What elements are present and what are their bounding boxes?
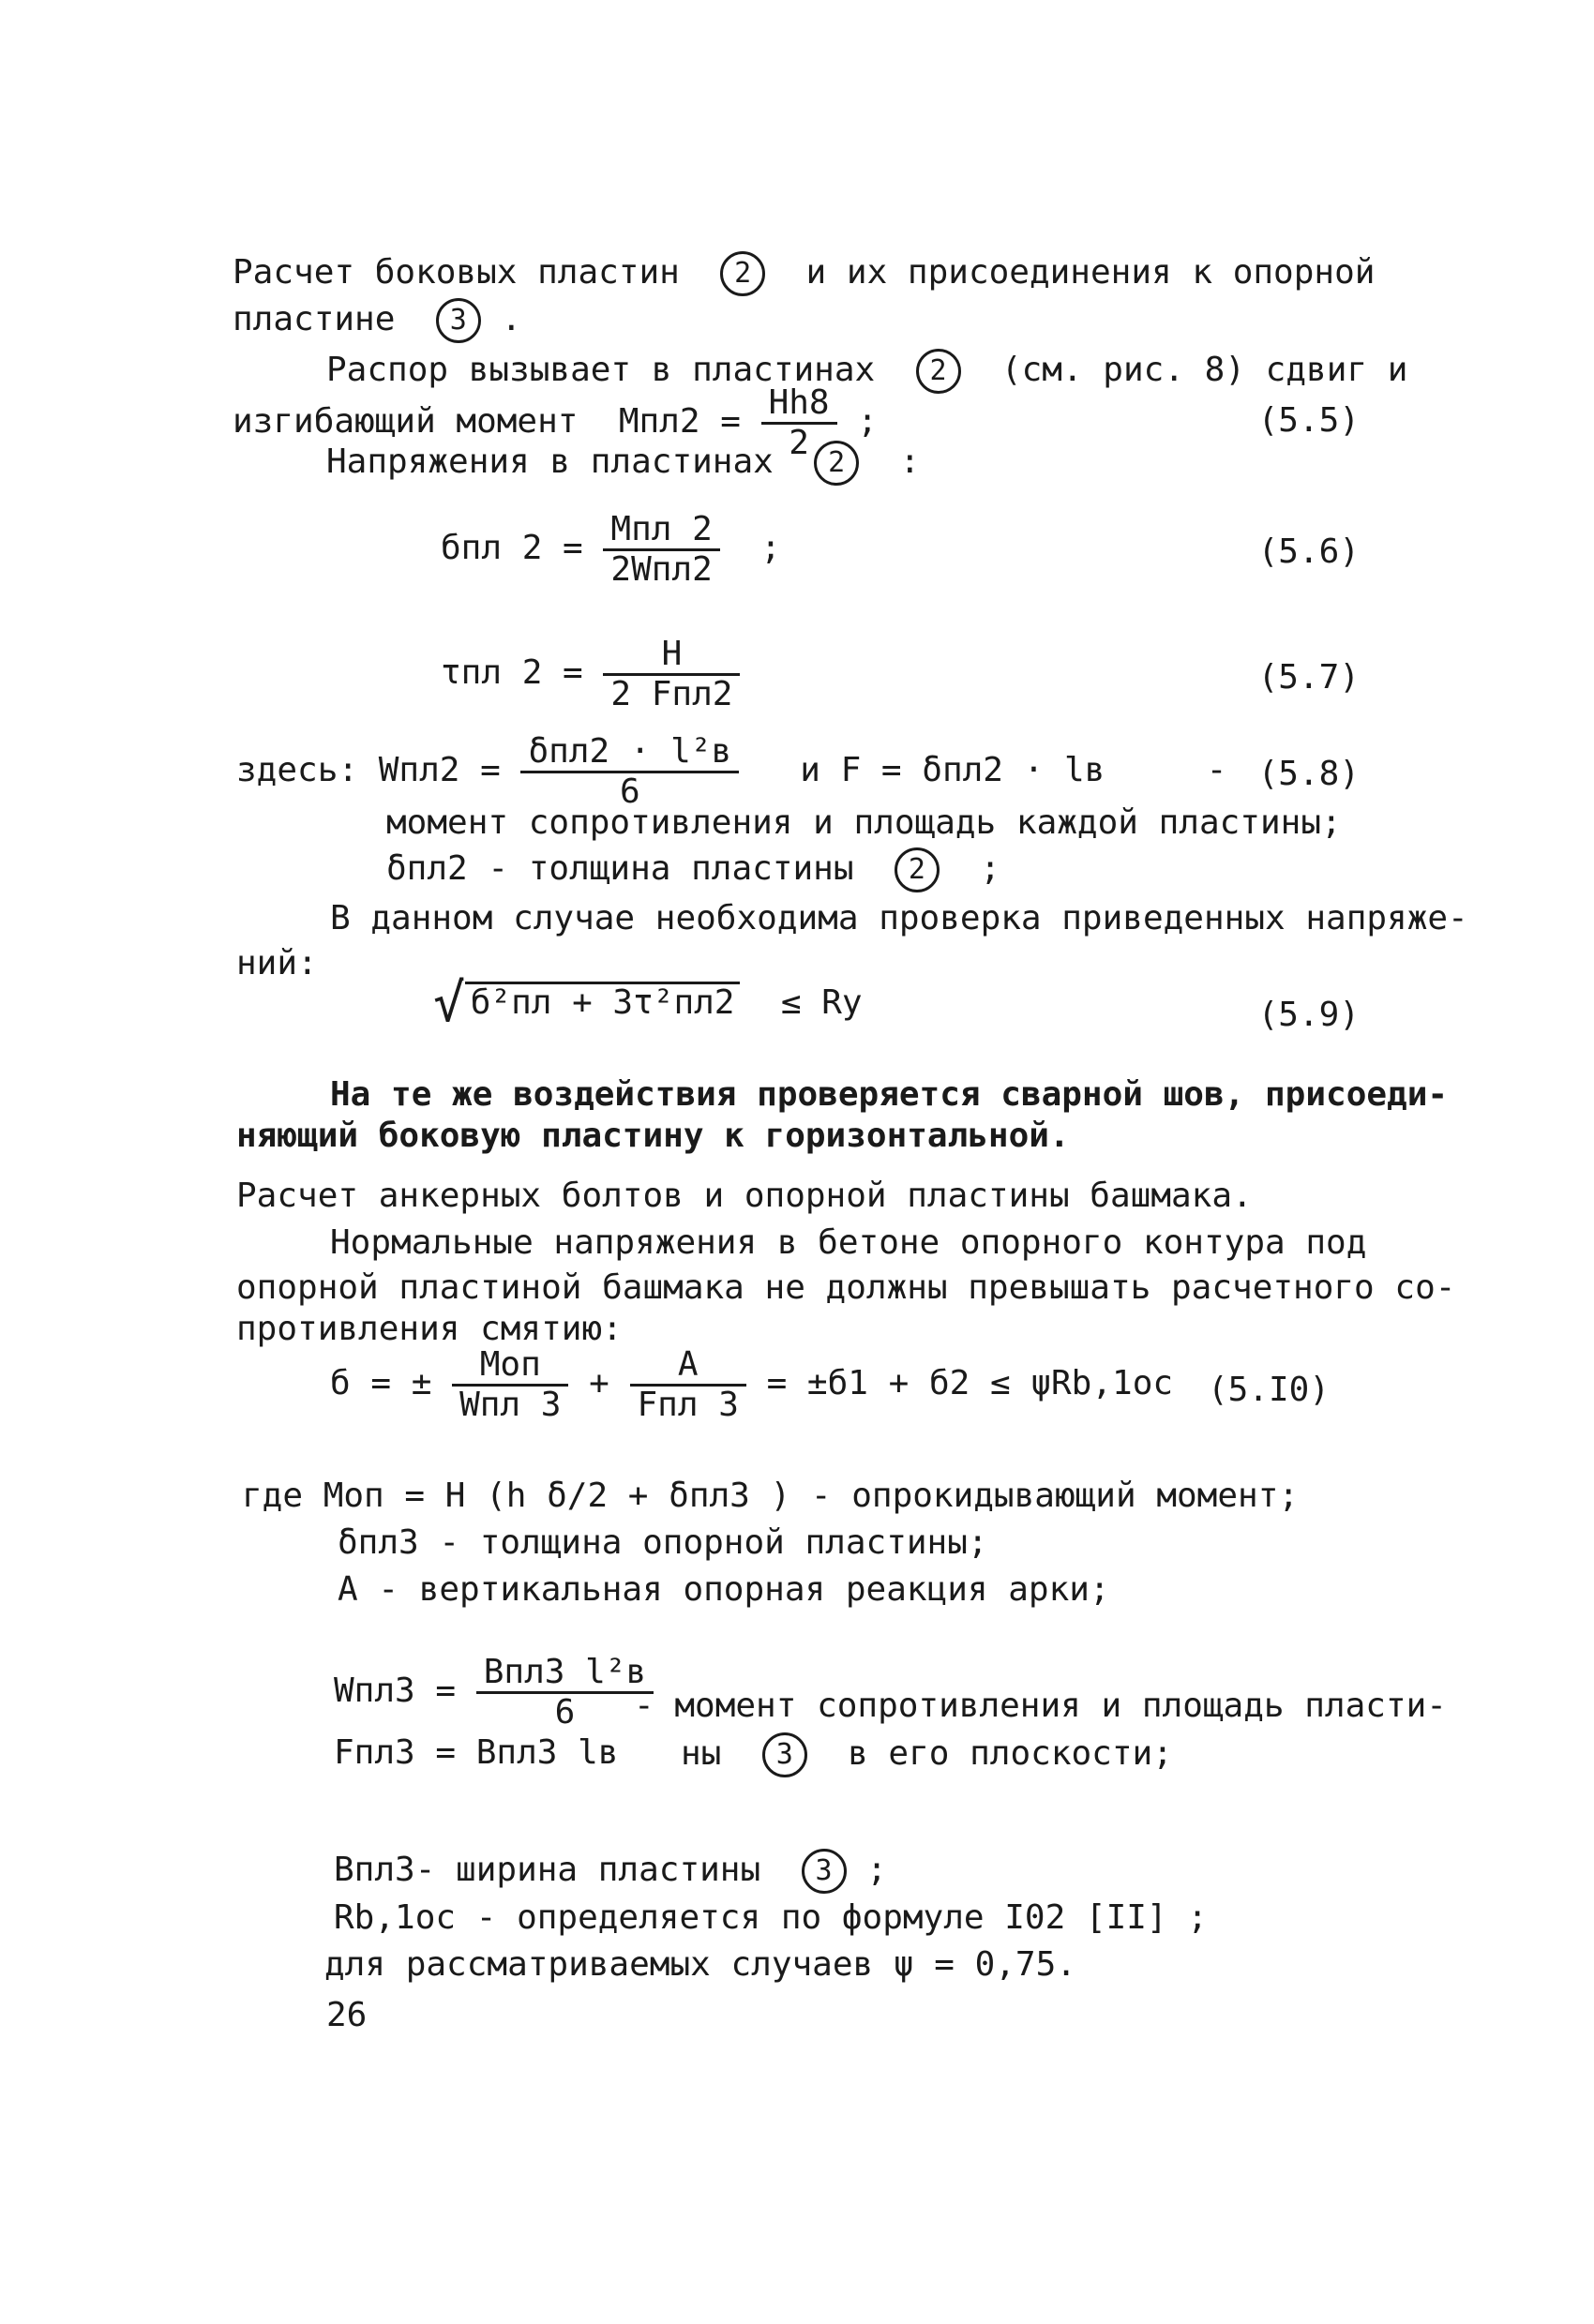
eq-number-5-10: (5.I0) [1207,1371,1330,1409]
paragraph-line: На те же воздействия проверяется сварной шов, присоеди- [330,1075,1449,1114]
paragraph-line: - момент сопротивления и площадь пласти- [634,1687,1447,1725]
paragraph-line: В данном случае необходима проверка приведенных напряже- [330,899,1468,937]
fraction: $\frac{A}{\text{Fпл 3}}$ [630,1346,746,1423]
formula-5-8: здесь: Wпл2 = $\frac{\text{δпл2 · l²в}}{6}$ и F = δпл2 · lв - [236,732,1227,811]
paragraph-line: противления смятию: [236,1310,623,1348]
paragraph-line: няющий боковую пластину к горизонтальной. [236,1117,1070,1155]
formula-5-7: τпл 2 = $\frac{H}{\text{2 Fпл2}}$ [441,636,740,712]
paragraph-line: Нормальные напряжения в бетоне опорного контура под [330,1223,1367,1262]
page-number: 26 [326,1996,368,2034]
fraction: $\frac{Hh8}{2}$ [761,384,837,461]
circled-2: 2 [895,847,940,892]
paragraph-line: ны 3 в его плоскости; [681,1732,1173,1777]
formula-f3: Fпл3 = Bпл3 lв [334,1733,619,1772]
eq-number-5-7: (5.7) [1257,658,1360,697]
paragraph-line: Напряжения в пластинах 2 : [326,441,920,486]
eq-number-5-8: (5.8) [1257,755,1360,793]
circled-2: 2 [814,441,859,486]
formula-5-10: б = ± $\frac{\text{Mоп}}{\text{Wпл 3}}$ + $\frac{A}{\text{Fпл 3}}$ = ±б1 + б2 ≤ ψRb,1oc [330,1345,1174,1424]
paragraph-line: ний: [236,944,318,982]
paragraph-line: δпл2 - толщина пластины 2 ; [386,847,1000,892]
paragraph-line: Bпл3- ширина пластины 3 ; [334,1849,887,1894]
paragraph-line: для рассматриваемых случаев ψ = 0,75. [324,1945,1076,1984]
paragraph-line: Rb,1oc - определяется по формуле I02 [II] ; [334,1898,1208,1937]
paragraph-line: δпл3 - толщина опорной пластины; [338,1523,988,1562]
circled-2: 2 [720,251,765,296]
heading-line-2: пластине 3 . [233,298,521,343]
circled-3: 3 [802,1849,847,1894]
paragraph-line: где Mоп = H (h δ/2 + δпл3 ) - опрокидывающий момент; [242,1477,1300,1515]
circled-3: 3 [436,298,481,343]
paragraph-line: A - вертикальная опорная реакция арки; [338,1570,1110,1609]
eq-number-5-9: (5.9) [1257,996,1360,1034]
circled-3: 3 [762,1732,807,1777]
formula-5-9: √ б²пл + 3τ²пл2 ≤ Ry [433,973,863,1034]
sqrt-icon: √ [433,973,465,1034]
fraction: $\frac{\text{Mпл 2}}{\text{2Wпл2}}$ [603,511,719,588]
heading-side-plates: Расчет боковых пластин 2 и их присоединения к опорной [233,251,1375,296]
fraction: $\frac{\text{Bпл3 l²в}}{6}$ [476,1654,654,1731]
paragraph-line: опорной пластиной башмака не должны превышать расчетного со- [236,1268,1456,1307]
fraction: $\frac{\text{δпл2 · l²в}}{6}$ [520,733,739,810]
heading-anchor-bolts: Расчет анкерных болтов и опорной пластины башмака. [236,1177,1253,1215]
fraction: $\frac{H}{\text{2 Fпл2}}$ [603,636,740,712]
eq-number-5-5: (5.5) [1257,401,1360,440]
paragraph-line: момент сопротивления и площадь каждой пластины; [386,803,1342,842]
eq-number-5-6: (5.6) [1257,532,1360,571]
circled-2: 2 [916,349,961,394]
paragraph-line: Распор вызывает в пластинах 2 (см. рис. 8) сдвиг и [326,349,1407,394]
formula-w3: Wпл3 = $\frac{\text{Bпл3 l²в}}{6}$ [334,1654,654,1731]
formula-5-5: изгибающий момент Mпл2 = $\frac{Hh8}{2}$ ; [233,383,878,462]
fraction: $\frac{\text{Mоп}}{\text{Wпл 3}}$ [452,1346,568,1423]
formula-5-6: бпл 2 = $\frac{\text{Mпл 2}}{\text{2Wпл2}}$ ; [441,510,781,589]
